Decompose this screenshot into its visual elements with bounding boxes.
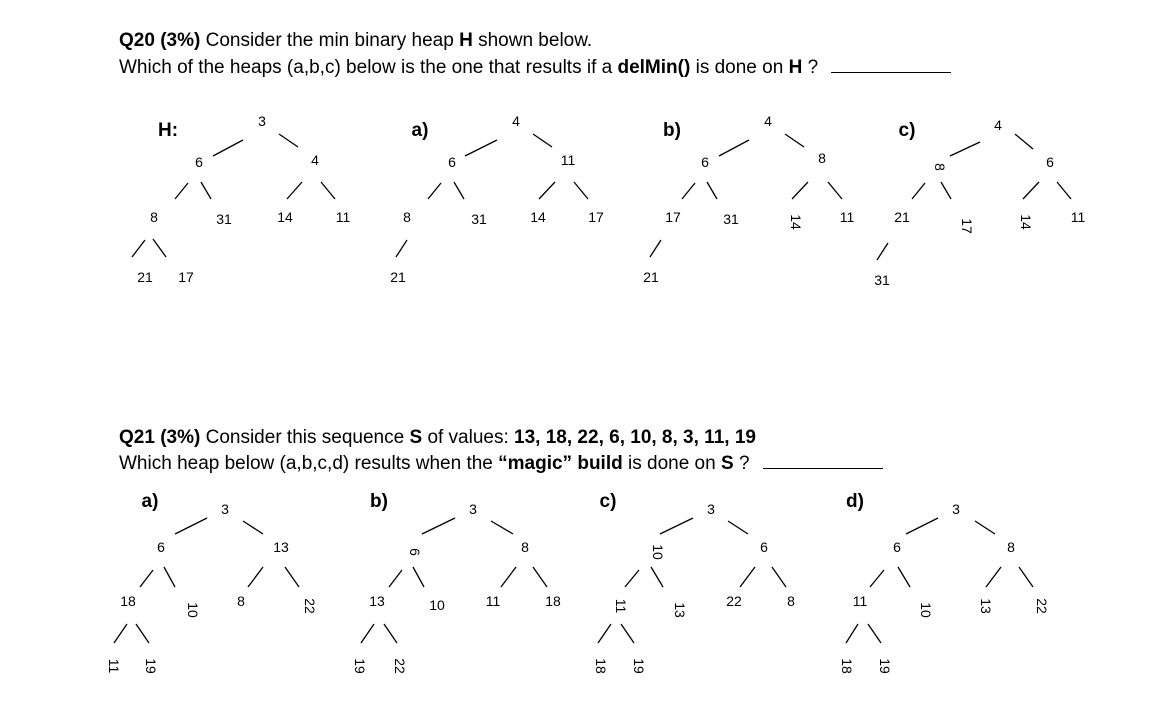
heap-node-l: 6 [701,154,709,170]
leftleft-right-edge [868,624,881,643]
root-right-edge [1015,134,1033,149]
heap-node-llr: 17 [178,269,194,285]
heap-node-llr: 19 [631,658,647,674]
tree-label: c) [599,491,617,512]
heap-node-l: 6 [448,154,456,170]
root-right-edge [243,521,263,534]
left-left-edge [912,183,925,199]
root-right-edge [975,521,995,534]
heap-tree-q21-a [106,491,318,674]
heap-node-ll: 11 [613,598,629,614]
heap-node-r: 11 [560,152,576,168]
heap-node-llr: 22 [392,658,408,674]
left-left-edge [175,183,188,199]
q21-line2-mid: is done on [628,453,716,474]
heap-node-rl: 14 [1018,214,1034,230]
heap-tree-q21-d [839,491,1050,674]
heap-node-lll: 21 [137,269,153,285]
heap-node-l: 10 [650,544,666,560]
root-right-edge [491,521,513,534]
tree-label: b) [370,491,388,512]
heap-node-l: 6 [157,539,165,555]
q21-magic-build: “magic” build [498,453,623,474]
heap-node-lr: 31 [216,211,232,227]
leftleft-right-edge [621,624,634,643]
heap-node-lll: 21 [643,269,659,285]
heap-node-ll: 8 [150,209,158,225]
heap-node-rr: 22 [1034,598,1050,614]
leftleft-right-edge [136,624,149,643]
heap-node-lll: 19 [352,658,368,674]
heap-node-root: 3 [258,113,266,129]
root-left-edge [422,518,455,534]
heap-tree-q20-c [874,117,1085,288]
right-left-edge [501,567,516,587]
left-left-edge [682,183,695,199]
heap-node-r: 6 [760,539,768,555]
right-left-edge [248,567,263,587]
heap-tree-q20-a [390,113,604,285]
root-right-edge [728,521,748,534]
heap-node-ll: 18 [120,593,136,609]
heap-node-rr: 17 [588,209,604,225]
heap-node-r: 8 [818,150,826,166]
heap-node-ll: 11 [852,593,868,609]
leftleft-left-edge [132,240,145,257]
heap-tree-q20-b [643,113,854,285]
q20-weight: (3%) [160,30,201,51]
heap-node-rl: 11 [485,593,501,609]
heap-node-lr: 17 [959,218,975,234]
heap-node-rl: 14 [277,209,293,225]
leftleft-left-edge [114,624,127,643]
leftleft-left-edge [846,624,858,643]
root-left-edge [465,140,497,156]
tree-label: c) [898,120,916,141]
q20-line1-text: Consider the min binary heap [205,30,454,51]
left-right-edge [707,182,717,199]
root-left-edge [719,140,749,156]
heap-node-rr: 11 [1070,209,1086,225]
root-right-edge [279,134,298,147]
heap-node-lll: 31 [874,272,890,288]
root-left-edge [660,518,693,534]
right-right-edge [533,567,547,587]
heap-node-r: 4 [311,152,319,168]
leftleft-right-edge [384,624,397,643]
heap-node-rl: 13 [978,598,994,614]
left-left-edge [428,183,441,199]
heap-node-l: 8 [932,163,948,171]
heap-node-r: 8 [521,539,529,555]
left-right-edge [201,182,211,199]
heap-node-root: 4 [512,113,520,129]
heap-node-rr: 11 [335,209,351,225]
left-right-edge [454,182,464,199]
tree-label: d) [846,491,864,512]
heap-node-lr: 10 [429,597,445,613]
heap-node-lll: 18 [593,658,609,674]
q20-heap-ref: H [788,57,803,78]
heap-node-lll: 18 [839,658,855,674]
heap-node-rl: 14 [530,209,546,225]
heap-node-rr: 11 [839,209,855,225]
heap-tree-q21-c [593,491,795,674]
q21-line1-mid: of values: [427,427,509,448]
heap-node-ll: 8 [403,209,411,225]
right-right-edge [772,567,786,587]
heap-tree-q21-b [352,491,561,674]
heap-node-r: 6 [1046,154,1054,170]
tree-label: H: [157,120,179,141]
heap-node-rr: 22 [302,598,318,614]
heap-node-lr: 10 [185,602,201,618]
right-right-edge [321,182,335,199]
right-right-edge [1057,182,1071,199]
heap-node-l: 6 [407,548,423,556]
heap-node-llr: 19 [877,658,893,674]
heap-node-rl: 22 [726,593,742,609]
heap-node-root: 3 [707,501,715,517]
heap-node-lll: 21 [390,269,406,285]
q20-line1-tail: shown below. [478,30,593,51]
heap-node-r: 13 [273,539,289,555]
root-left-edge [175,518,207,534]
right-right-edge [828,182,842,199]
leftleft-right-edge [153,239,166,257]
root-right-edge [533,134,552,147]
q20-line2-text: Which of the heaps (a,b,c) below is the one that results if a [119,57,613,78]
leftleft-left-edge [361,624,374,643]
q20-line2-end: ? [807,57,819,78]
q21-line1-text: Consider this sequence [205,427,405,448]
heap-node-ll: 17 [665,209,681,225]
root-left-edge [950,142,980,156]
right-right-edge [574,182,588,199]
left-right-edge [164,567,175,587]
heap-node-rr: 8 [787,593,795,609]
q21-line2-end: ? [738,453,750,474]
heap-node-root: 3 [469,501,477,517]
heap-node-lr: 31 [471,211,487,227]
q21-weight: (3%) [160,427,201,448]
right-right-edge [1019,567,1033,587]
right-left-edge [740,567,755,587]
heap-node-lr: 13 [672,602,688,618]
right-left-edge [792,182,808,199]
leftleft-left-edge [650,240,661,257]
q21-number: Q21 [119,427,155,448]
heap-node-ll: 13 [369,593,385,609]
q21-sequence-ref: S [720,453,734,474]
heap-node-l: 6 [893,539,901,555]
heap-node-lr: 31 [723,211,739,227]
left-right-edge [941,182,951,199]
leftleft-left-edge [396,240,407,257]
tree-label: a) [141,491,159,512]
heap-node-r: 8 [1007,539,1015,555]
root-left-edge [906,518,938,534]
heap-tree-q20-h [132,113,350,285]
right-left-edge [287,182,302,199]
tree-label: b) [663,120,681,141]
heap-node-lll: 11 [106,658,122,674]
root-left-edge [213,140,243,156]
left-left-edge [140,570,153,587]
heap-node-rl: 14 [788,214,804,230]
right-left-edge [1023,182,1039,199]
left-right-edge [413,567,424,587]
q20-number: Q20 [119,30,155,51]
heap-node-rr: 18 [545,593,561,609]
q20-heap-name: H [459,30,473,51]
left-right-edge [898,567,910,587]
left-right-edge [651,567,663,587]
heap-node-llr: 19 [143,658,159,674]
root-right-edge [785,134,804,147]
tree-label: a) [411,120,429,141]
left-left-edge [870,570,884,587]
q21-sequence-name: S [409,427,423,448]
q21-sequence-values: 13, 18, 22, 6, 10, 8, 3, 11, 19 [514,427,756,448]
leftleft-left-edge [598,624,611,643]
heap-node-l: 6 [195,154,203,170]
q20-line2-mid: is done on [695,57,784,78]
right-left-edge [986,567,1001,587]
heap-node-root: 4 [994,117,1002,133]
right-right-edge [285,567,299,587]
left-left-edge [389,570,402,587]
heap-node-root: 3 [952,501,960,517]
leftleft-left-edge [877,243,888,260]
q20-operation: delMin() [617,57,691,78]
left-left-edge [625,570,639,587]
heap-node-root: 4 [764,113,772,129]
heap-node-rl: 8 [237,593,245,609]
q21-line2-text: Which heap below (a,b,c,d) results when the [119,453,493,474]
heap-node-ll: 21 [894,209,910,225]
heap-node-lr: 10 [918,602,934,618]
heap-node-root: 3 [221,501,229,517]
right-left-edge [539,182,555,199]
